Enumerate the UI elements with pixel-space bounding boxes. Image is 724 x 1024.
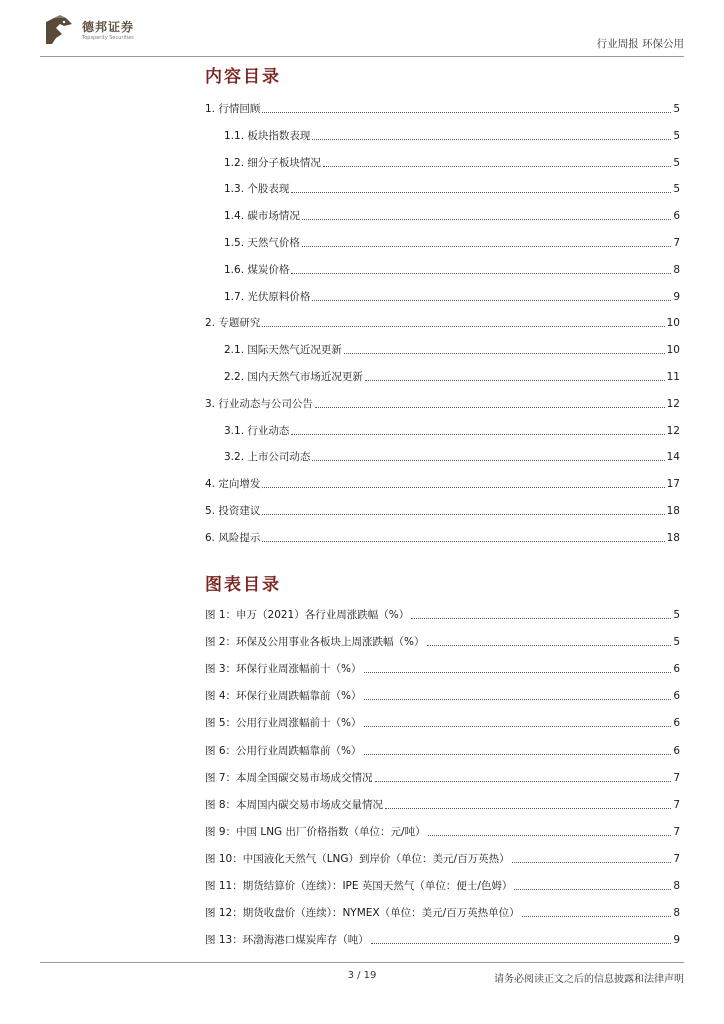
dot-leader (315, 407, 665, 408)
entry-label: 1. 行情回顾 (205, 103, 261, 115)
brand-name-en: Topsperity Securities (82, 35, 134, 41)
entry-page-number: 7 (673, 852, 680, 865)
dot-leader (514, 889, 671, 890)
entry-page-number: 8 (673, 907, 680, 920)
entry-page-number: 8 (673, 263, 680, 276)
entry-label: 5. 投资建议 (205, 505, 261, 517)
dot-leader (385, 808, 671, 809)
brand-name: 德邦证券 (82, 20, 135, 34)
entry-page-number: 10 (666, 344, 680, 357)
dot-leader (364, 726, 672, 727)
entry-page-number: 18 (666, 531, 680, 544)
entry-label: 1.4. 碳市场情况 (224, 210, 300, 223)
entry-page-number: 5 (673, 609, 680, 621)
entry-page-number: 6 (673, 717, 680, 730)
entry-label: 2.2. 国内天然气市场近况更新 (224, 371, 363, 383)
dot-leader (262, 487, 664, 488)
dot-leader (312, 139, 671, 140)
entry-label: 图 3：环保行业周涨幅前十（%） (205, 663, 362, 676)
dot-leader (312, 460, 664, 461)
toc-entry[interactable] (224, 127, 680, 143)
entry-label: 图 12：期货收盘价（连续）：NYMEX（单位：美元/百万英热单位） (205, 907, 520, 920)
dot-leader (262, 326, 664, 327)
entry-page-number: 6 (673, 210, 680, 223)
entry-label: 图 7：本周全国碳交易市场成交情况 (205, 771, 373, 784)
entry-page-number: 6 (673, 663, 680, 676)
figure-entry[interactable] (205, 931, 680, 947)
entry-page-number: 18 (666, 505, 680, 517)
toc-entry[interactable] (224, 207, 680, 223)
report-type: 行业周报 环保公用 (596, 38, 684, 50)
dot-leader (375, 781, 672, 782)
dot-leader (411, 618, 671, 619)
entry-page-number: 14 (666, 451, 680, 464)
dot-leader (262, 514, 664, 515)
entry-label: 图 2：环保及公用事业各板块上周涨跌幅（%） (205, 636, 425, 649)
dot-leader (364, 699, 672, 700)
legal-disclaimer: 请务必阅读正文之后的信息披露和法律声明 (494, 974, 684, 985)
figure-entry[interactable] (205, 687, 680, 703)
entry-page-number: 12 (666, 424, 680, 437)
entry-page-number: 5 (673, 103, 680, 115)
entry-page-number: 5 (673, 636, 680, 649)
toc-entry[interactable] (224, 288, 680, 304)
toc-entry[interactable] (205, 475, 680, 491)
entry-page-number: 7 (673, 237, 680, 249)
toc-entry[interactable] (224, 368, 680, 384)
dot-leader (262, 112, 671, 113)
entry-page-number: 9 (673, 290, 680, 303)
dot-leader (522, 916, 672, 917)
entry-page-number: 17 (666, 478, 680, 491)
dot-leader (427, 645, 672, 646)
figure-entry[interactable] (205, 660, 680, 676)
header-divider (40, 56, 684, 57)
dot-leader (291, 273, 671, 274)
footer-divider (40, 962, 684, 963)
entry-label: 1.1. 板块指数表现 (224, 129, 311, 142)
entry-label: 2. 专题研究 (205, 317, 261, 330)
dot-leader (364, 754, 672, 755)
toc-entry[interactable] (224, 422, 680, 438)
dot-leader (291, 192, 671, 193)
dot-leader (365, 380, 665, 381)
entry-page-number: 7 (673, 771, 680, 784)
entry-page-number: 10 (666, 317, 680, 330)
dot-leader (291, 434, 664, 435)
entry-label: 图 8：本周国内碳交易市场成交量情况 (205, 798, 384, 811)
brand-logo-icon (40, 14, 76, 48)
dot-leader (262, 541, 664, 542)
entry-label: 1.3. 个股表现 (224, 183, 290, 196)
entry-label: 图 6：公用行业周跌幅靠前（%） (205, 744, 362, 757)
entry-label: 1.5. 天然气价格 (224, 237, 300, 249)
toc-entry[interactable] (205, 529, 680, 545)
entry-page-number: 5 (673, 156, 680, 169)
figure-entry[interactable] (205, 633, 680, 649)
figure-entry[interactable] (205, 823, 680, 839)
entry-page-number: 7 (673, 825, 680, 838)
dot-leader (302, 219, 671, 220)
entry-label: 2.1. 国际天然气近况更新 (224, 344, 342, 357)
entry-page-number: 5 (673, 183, 680, 196)
dot-leader (312, 300, 671, 301)
toc-entry[interactable] (224, 341, 680, 357)
entry-page-number: 9 (673, 934, 680, 947)
figure-entry[interactable] (205, 796, 680, 812)
toc-entry[interactable] (224, 234, 680, 250)
dot-leader (302, 246, 671, 247)
entry-page-number: 11 (666, 371, 680, 383)
dot-leader (344, 353, 665, 354)
toc-entry[interactable] (205, 314, 680, 330)
figure-entry[interactable] (205, 850, 680, 866)
entry-page-number: 8 (673, 880, 680, 892)
toc-entry[interactable] (224, 154, 680, 170)
entry-label: 3. 行业动态与公司公告 (205, 397, 313, 410)
toc-entry[interactable] (205, 395, 680, 411)
entry-label: 图 10：中国液化天然气（LNG）到岸价（单位：美元/百万英热） (205, 852, 510, 865)
figure-entry[interactable] (205, 742, 680, 758)
figure-entry[interactable] (205, 714, 680, 730)
entry-label: 图 4：环保行业周跌幅靠前（%） (205, 690, 362, 703)
entry-label: 4. 定向增发 (205, 478, 261, 491)
figure-entry[interactable] (205, 769, 680, 785)
toc-title: 内容目录 (205, 67, 281, 87)
toc-entry[interactable] (224, 448, 680, 464)
toc-entry[interactable] (224, 261, 680, 277)
entry-label: 1.2. 细分子板块情况 (224, 156, 321, 169)
entry-page-number: 6 (673, 744, 680, 757)
entry-page-number: 12 (666, 397, 680, 410)
entry-label: 1.6. 煤炭价格 (224, 263, 290, 276)
entry-page-number: 6 (673, 690, 680, 703)
entry-label: 图 11：期货结算价（连续）：IPE 英国天然气（单位：便士/色姆） (205, 880, 513, 892)
entry-label: 1.7. 光伏原料价格 (224, 290, 311, 303)
entry-label: 6. 风险提示 (205, 531, 261, 544)
dot-leader (323, 166, 671, 167)
toc-entry[interactable] (205, 100, 680, 116)
entry-page-number: 5 (673, 129, 680, 142)
dot-leader (428, 835, 672, 836)
entry-label: 3.2. 上市公司动态 (224, 451, 311, 464)
figure-entry[interactable] (205, 606, 680, 622)
dot-leader (371, 943, 672, 944)
entry-label: 3.1. 行业动态 (224, 424, 290, 437)
dot-leader (512, 862, 672, 863)
entry-page-number: 7 (673, 798, 680, 811)
entry-label: 图 1：申万（2021）各行业周涨跌幅（%） (205, 609, 410, 621)
page-header (40, 14, 684, 54)
toc-entry[interactable] (205, 502, 680, 518)
figures-title: 图表目录 (205, 575, 281, 595)
toc-entry[interactable] (224, 180, 680, 196)
page-number: 3 / 19 (347, 970, 377, 981)
entry-label: 图 5：公用行业周涨幅前十（%） (205, 717, 362, 730)
figure-entry[interactable] (205, 877, 680, 893)
figure-entry[interactable] (205, 904, 680, 920)
entry-label: 图 9：中国 LNG 出厂价格指数（单位：元/吨） (205, 825, 426, 838)
dot-leader (364, 672, 672, 673)
entry-label: 图 13：环渤海港口煤炭库存（吨） (205, 934, 369, 947)
